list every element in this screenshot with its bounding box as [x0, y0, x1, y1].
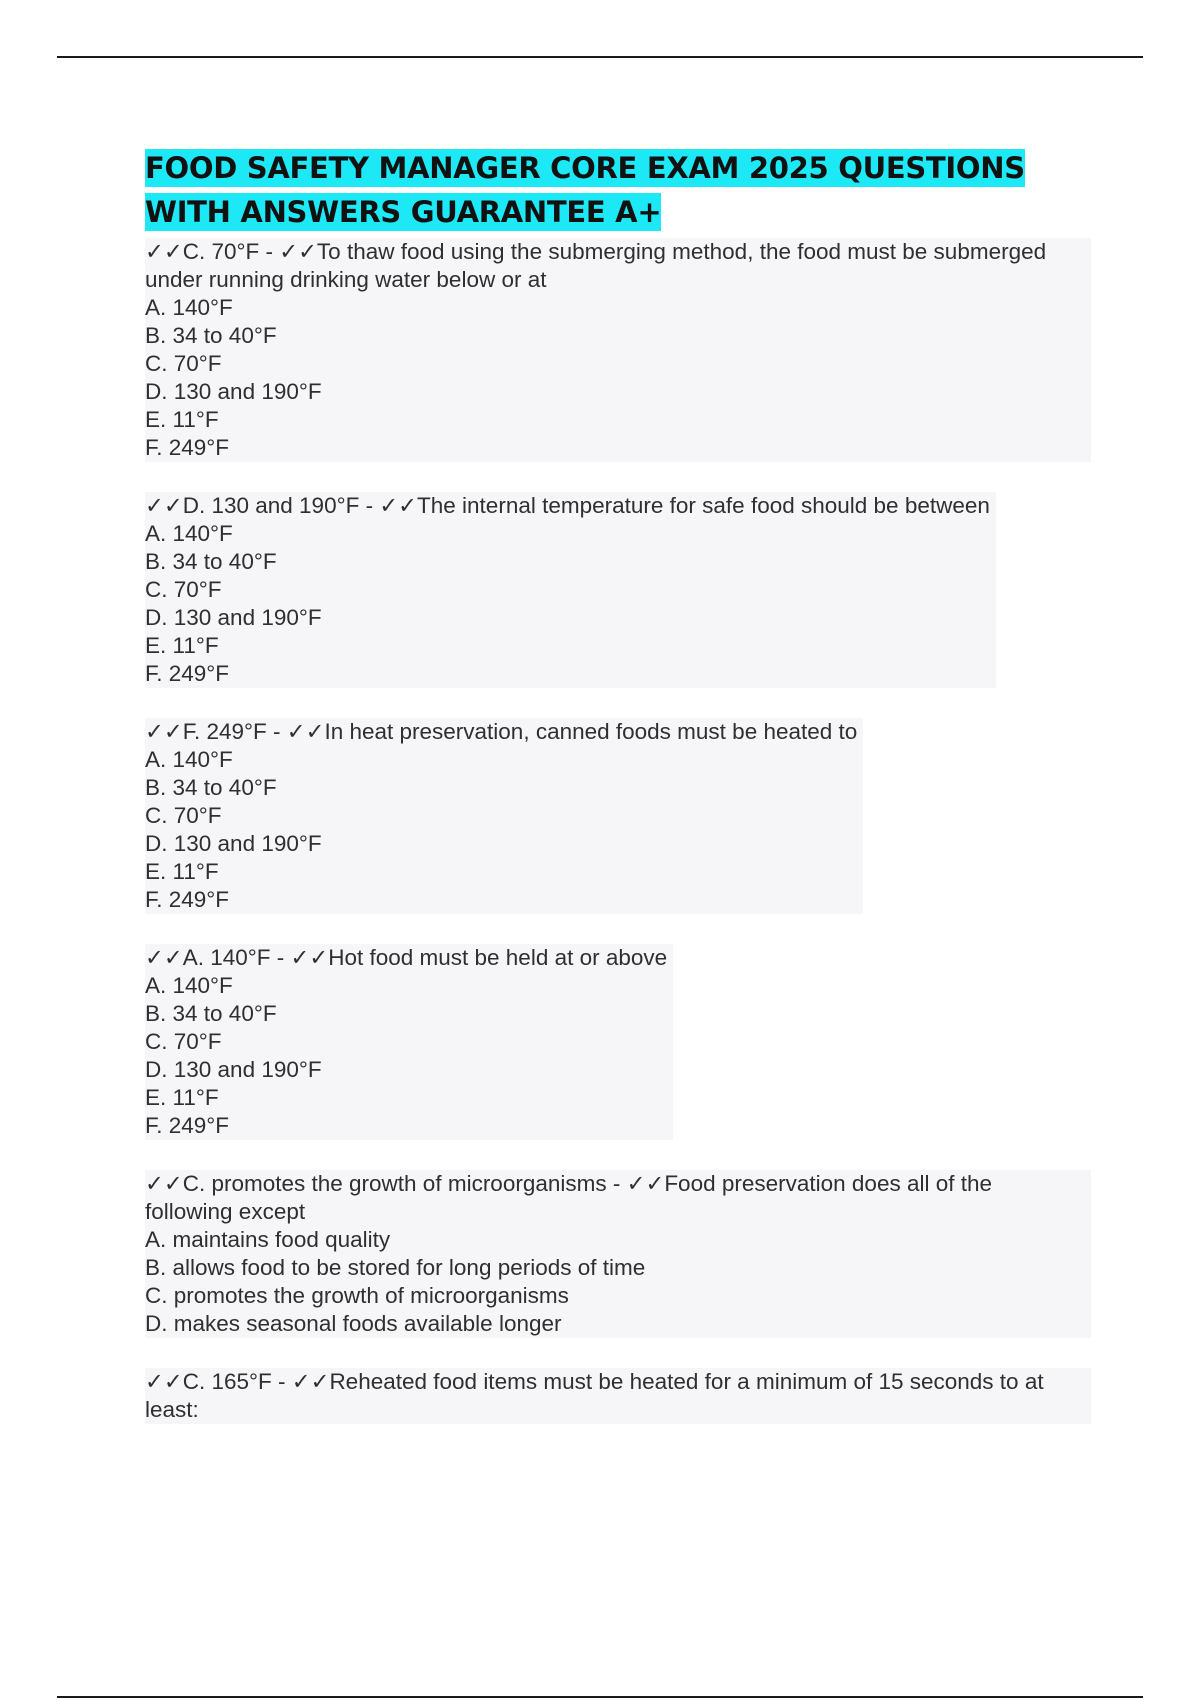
- option: A. 140°F: [145, 973, 233, 998]
- option-list: [145, 746, 857, 914]
- option: D. 130 and 190°F: [145, 1057, 322, 1082]
- title-line-2: WITH ANSWERS GUARANTEE A+: [145, 195, 662, 229]
- option: A. 140°F: [145, 295, 233, 320]
- option: C. 70°F: [145, 1029, 222, 1054]
- bottom-rule: [57, 1696, 1143, 1698]
- document-title: [145, 146, 1105, 234]
- option-list: [145, 1226, 1085, 1338]
- option: A. 140°F: [145, 521, 233, 546]
- question-block: [145, 718, 1105, 914]
- question-block: [145, 1170, 1105, 1338]
- question-text: ✓✓C. 70°F - ✓✓To thaw food using the submerging method, the food must be submerged under running drinking water below or at: [145, 239, 1053, 292]
- option: B. 34 to 40°F: [145, 323, 277, 348]
- option: F. 249°F: [145, 1113, 230, 1138]
- question-text: ✓✓D. 130 and 190°F - ✓✓The internal temperature for safe food should be between: [145, 493, 990, 518]
- option: C. 70°F: [145, 577, 222, 602]
- option: B. 34 to 40°F: [145, 1001, 277, 1026]
- option: E. 11°F: [145, 633, 219, 658]
- question-text: ✓✓F. 249°F - ✓✓In heat preservation, canned foods must be heated to: [145, 719, 858, 744]
- document-body: [145, 146, 1105, 1454]
- option: F. 249°F: [145, 887, 230, 912]
- option: D. makes seasonal foods available longer: [145, 1311, 562, 1336]
- option: A. maintains food quality: [145, 1227, 391, 1252]
- question-block: [145, 492, 1105, 688]
- option: B. 34 to 40°F: [145, 775, 277, 800]
- option: F. 249°F: [145, 661, 230, 686]
- option: C. promotes the growth of microorganisms: [145, 1283, 569, 1308]
- question-block: [145, 238, 1105, 462]
- option-list: [145, 520, 990, 688]
- option: D. 130 and 190°F: [145, 605, 322, 630]
- option: B. 34 to 40°F: [145, 549, 277, 574]
- option: A. 140°F: [145, 747, 233, 772]
- option: E. 11°F: [145, 407, 219, 432]
- option: D. 130 and 190°F: [145, 831, 322, 856]
- question-block: [145, 944, 1105, 1140]
- top-rule: [57, 56, 1143, 58]
- option: C. 70°F: [145, 803, 222, 828]
- question-block: [145, 1368, 1105, 1424]
- question-text: ✓✓A. 140°F - ✓✓Hot food must be held at or above: [145, 945, 668, 970]
- option: B. allows food to be stored for long periods of time: [145, 1255, 646, 1280]
- option: E. 11°F: [145, 1085, 219, 1110]
- option-list: [145, 972, 667, 1140]
- option: D. 130 and 190°F: [145, 379, 322, 404]
- option: F. 249°F: [145, 435, 230, 460]
- question-text: ✓✓C. 165°F - ✓✓Reheated food items must be heated for a minimum of 15 seconds to at least:: [145, 1369, 1050, 1422]
- title-line-1: FOOD SAFETY MANAGER CORE EXAM 2025 QUESTIONS: [145, 151, 1025, 185]
- option: C. 70°F: [145, 351, 222, 376]
- question-text: ✓✓C. promotes the growth of microorganisms - ✓✓Food preservation does all of the following except: [145, 1171, 999, 1224]
- option: E. 11°F: [145, 859, 219, 884]
- option-list: [145, 294, 1085, 462]
